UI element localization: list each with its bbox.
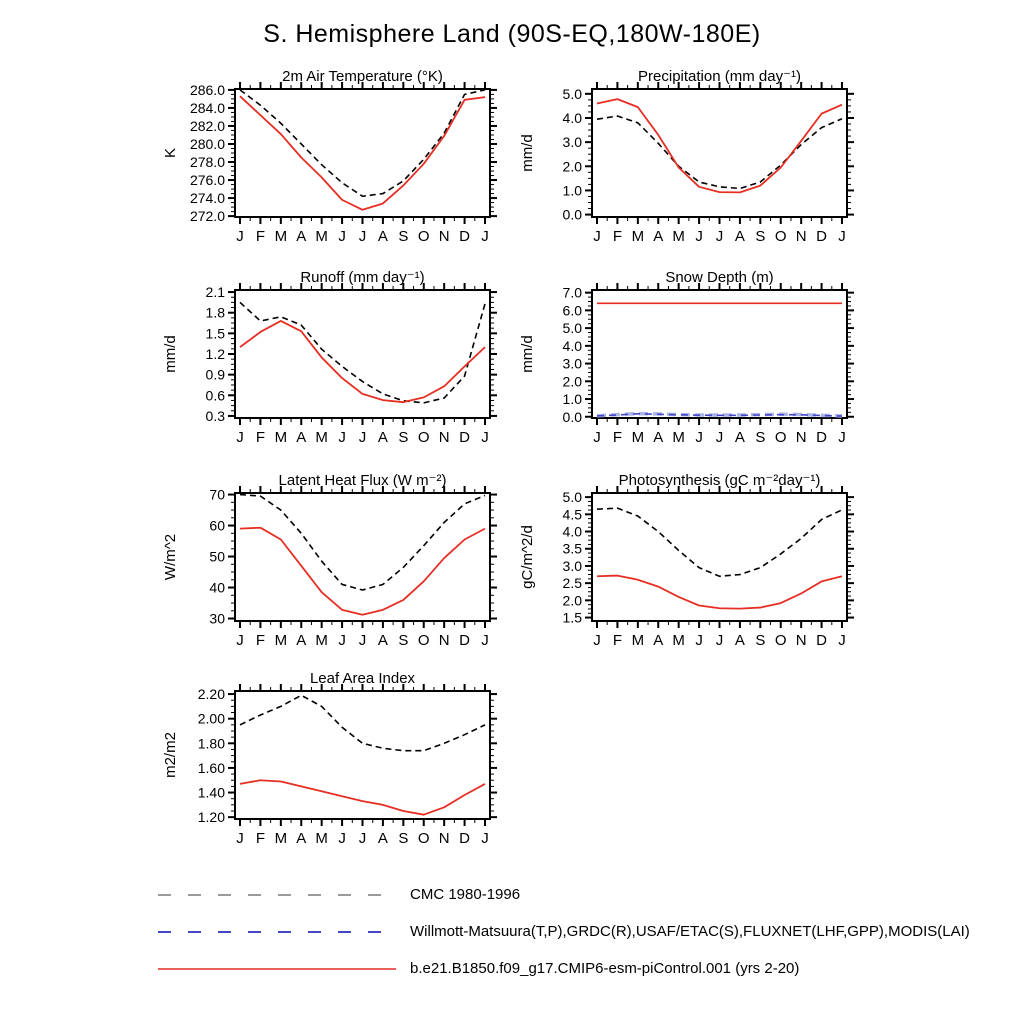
x-tick-label: J	[593, 228, 601, 245]
x-tick-label: F	[255, 429, 266, 446]
x-tick-label: F	[255, 830, 266, 847]
x-tick-label: J	[715, 429, 724, 446]
y-tick-label: 278.0	[189, 154, 225, 171]
x-tick-label: M	[315, 228, 328, 245]
x-tick-label: M	[672, 632, 685, 649]
x-tick-label: J	[338, 228, 346, 245]
x-tick-label: M	[631, 429, 645, 446]
x-tick-label: J	[695, 632, 703, 649]
series-line-model	[597, 99, 842, 192]
x-tick-label: M	[274, 632, 288, 649]
y-tick-label: 60	[209, 517, 225, 534]
x-tick-label: A	[296, 830, 307, 847]
series-line-model	[597, 576, 842, 609]
x-tick-label: J	[338, 830, 346, 847]
y-axis-label: W/m^2	[162, 533, 179, 581]
chart-leaf-area-index	[155, 669, 505, 879]
chart-title: Precipitation (mm day⁻¹)	[638, 68, 801, 85]
legend-item	[158, 950, 970, 987]
x-tick-label: J	[481, 632, 489, 649]
y-tick-label: 4.5	[562, 506, 582, 523]
x-tick-label: N	[438, 429, 450, 446]
x-tick-label: J	[358, 830, 367, 847]
x-tick-label: N	[795, 632, 807, 649]
x-tick-label: S	[398, 632, 409, 649]
x-tick-label: A	[377, 429, 388, 446]
air-temperature-plot	[155, 67, 505, 277]
x-tick-label: J	[358, 429, 367, 446]
x-tick-label: A	[296, 228, 307, 245]
x-tick-label: M	[315, 830, 328, 847]
x-tick-label: O	[774, 228, 787, 245]
x-tick-label: S	[398, 228, 409, 245]
y-tick-label: 0.9	[205, 366, 225, 383]
y-tick-label: 0.6	[205, 387, 225, 404]
y-tick-label: 1.0	[562, 182, 582, 199]
y-tick-label: 7.0	[562, 284, 582, 301]
y-tick-label: 5.0	[562, 85, 582, 102]
x-tick-label: M	[672, 429, 685, 446]
y-tick-label: 1.8	[205, 304, 225, 321]
page-title: S. Hemisphere Land (90S-EQ,180W-180E)	[263, 20, 761, 48]
x-tick-label: M	[274, 429, 288, 446]
y-axis-label: gC/m^2/d	[519, 525, 536, 589]
obs-dashed-line-sample	[158, 922, 396, 942]
x-tick-label: J	[715, 228, 724, 245]
y-tick-label: 1.5	[562, 609, 582, 626]
chart-air-temperature	[155, 67, 505, 277]
x-tick-label: J	[358, 632, 367, 649]
x-tick-label: M	[631, 228, 645, 245]
plot-frame	[592, 493, 847, 621]
y-tick-label: 30	[209, 610, 225, 627]
x-tick-label: M	[315, 429, 328, 446]
x-tick-label: O	[417, 632, 430, 649]
x-tick-label: J	[838, 429, 846, 446]
chart-snow-depth	[512, 268, 862, 478]
legend-item	[158, 876, 970, 913]
x-tick-label: M	[672, 228, 685, 245]
series-line-cmc	[240, 90, 485, 196]
series-line-model	[240, 321, 485, 402]
y-tick-label: 1.0	[562, 391, 582, 408]
y-tick-label: 2.0	[562, 373, 582, 390]
chart-title: Leaf Area Index	[309, 670, 416, 687]
cmc-dashed-line-sample	[158, 885, 396, 905]
series-line-cmc	[240, 695, 485, 750]
chart-title: Latent Heat Flux (W m⁻²)	[278, 472, 447, 489]
x-tick-label: A	[734, 632, 745, 649]
x-tick-label: J	[838, 632, 846, 649]
series-line-cmc	[240, 495, 485, 590]
y-tick-label: 1.40	[197, 784, 225, 801]
x-tick-label: N	[795, 228, 807, 245]
y-tick-label: 6.0	[562, 302, 582, 319]
x-tick-label: D	[459, 632, 471, 649]
x-tick-label: J	[481, 228, 489, 245]
x-tick-label: J	[338, 632, 346, 649]
y-tick-label: 284.0	[189, 99, 225, 116]
x-tick-label: D	[459, 228, 471, 245]
latent-heat-flux-plot	[155, 471, 505, 681]
y-tick-label: 1.60	[197, 759, 225, 776]
chart-title: 2m Air Temperature (°K)	[282, 68, 443, 85]
x-tick-label: A	[377, 830, 388, 847]
x-tick-label: J	[695, 429, 703, 446]
y-tick-label: 50	[209, 548, 225, 565]
x-tick-label: A	[653, 632, 664, 649]
x-tick-label: M	[315, 632, 328, 649]
y-tick-label: 276.0	[189, 172, 225, 189]
x-tick-label: J	[236, 429, 244, 446]
plot-frame	[592, 89, 847, 217]
y-tick-label: 3.0	[562, 134, 582, 151]
y-tick-label: 3.0	[562, 557, 582, 574]
chart-photosynthesis	[512, 471, 862, 681]
x-tick-label: F	[612, 429, 623, 446]
x-tick-label: F	[612, 632, 623, 649]
x-tick-label: A	[377, 632, 388, 649]
y-tick-label: 272.0	[189, 208, 225, 225]
x-tick-label: J	[838, 228, 846, 245]
x-tick-label: O	[774, 632, 787, 649]
y-tick-label: 70	[209, 486, 225, 503]
x-tick-label: M	[274, 228, 288, 245]
y-tick-label: 4.0	[562, 523, 582, 540]
y-tick-label: 40	[209, 579, 225, 596]
y-tick-label: 0.0	[562, 408, 582, 425]
y-tick-label: 280.0	[189, 135, 225, 152]
y-tick-label: 1.80	[197, 735, 225, 752]
x-tick-label: N	[795, 429, 807, 446]
y-tick-label: 5.0	[562, 489, 582, 506]
series-line-cmc	[597, 508, 842, 576]
x-tick-label: J	[481, 429, 489, 446]
y-tick-label: 4.0	[562, 109, 582, 126]
chart-runoff	[155, 268, 505, 478]
x-tick-label: O	[774, 429, 787, 446]
y-tick-label: 2.00	[197, 710, 225, 727]
plot-frame	[235, 290, 490, 418]
y-tick-label: 0.0	[562, 206, 582, 223]
x-tick-label: M	[631, 632, 645, 649]
plot-frame	[235, 691, 490, 819]
y-axis-label: mm/d	[519, 134, 536, 172]
legend-item	[158, 913, 970, 950]
x-tick-label: A	[734, 429, 745, 446]
x-tick-label: F	[255, 632, 266, 649]
x-tick-label: A	[653, 429, 664, 446]
x-tick-label: D	[459, 830, 471, 847]
x-tick-label: A	[734, 228, 745, 245]
chart-title: Photosynthesis (gC m⁻²day⁻¹)	[618, 472, 821, 489]
x-tick-label: J	[593, 632, 601, 649]
x-tick-label: J	[695, 228, 703, 245]
runoff-plot	[155, 268, 505, 478]
precipitation-plot	[512, 67, 862, 277]
chart-precipitation	[512, 67, 862, 277]
y-tick-label: 3.0	[562, 355, 582, 372]
x-tick-label: M	[274, 830, 288, 847]
y-axis-label: mm/d	[519, 335, 536, 373]
leaf-area-index-plot	[155, 669, 505, 879]
x-tick-label: N	[438, 228, 450, 245]
y-tick-label: 282.0	[189, 117, 225, 134]
legend	[158, 876, 970, 987]
y-tick-label: 2.0	[562, 158, 582, 175]
y-tick-label: 286.0	[189, 81, 225, 98]
x-tick-label: N	[438, 830, 450, 847]
legend-label-cmc: CMC 1980-1996	[410, 886, 521, 903]
series-line-model	[240, 780, 485, 814]
x-tick-label: O	[417, 429, 430, 446]
x-tick-label: D	[816, 632, 828, 649]
chart-title: Runoff (mm day⁻¹)	[300, 269, 425, 286]
y-tick-label: 2.20	[197, 686, 225, 703]
x-tick-label: S	[755, 632, 766, 649]
legend-label-model: b.e21.B1850.f09_g17.CMIP6-esm-piControl.001 (yrs 2-20)	[410, 960, 800, 977]
x-tick-label: A	[653, 228, 664, 245]
x-tick-label: O	[417, 228, 430, 245]
x-tick-label: S	[398, 429, 409, 446]
x-tick-label: J	[358, 228, 367, 245]
x-tick-label: D	[459, 429, 471, 446]
y-tick-label: 2.5	[562, 575, 582, 592]
model-solid-line-sample	[158, 959, 396, 979]
y-tick-label: 2.1	[205, 284, 225, 301]
x-tick-label: J	[715, 632, 724, 649]
chart-latent-heat-flux	[155, 471, 505, 681]
y-tick-label: 4.0	[562, 337, 582, 354]
y-tick-label: 3.5	[562, 540, 582, 557]
chart-title: Snow Depth (m)	[665, 269, 774, 286]
snow-depth-plot	[512, 268, 862, 478]
y-tick-label: 1.5	[205, 325, 225, 342]
x-tick-label: S	[398, 830, 409, 847]
x-tick-label: F	[255, 228, 266, 245]
x-tick-label: S	[755, 228, 766, 245]
x-tick-label: J	[593, 429, 601, 446]
x-tick-label: S	[755, 429, 766, 446]
x-tick-label: D	[816, 429, 828, 446]
x-tick-label: J	[236, 632, 244, 649]
x-tick-label: J	[481, 830, 489, 847]
x-tick-label: A	[296, 632, 307, 649]
x-tick-label: A	[296, 429, 307, 446]
series-line-cmc	[597, 116, 842, 188]
y-tick-label: 5.0	[562, 320, 582, 337]
plot-frame	[235, 89, 490, 217]
y-tick-label: 2.0	[562, 592, 582, 609]
x-tick-label: J	[236, 228, 244, 245]
y-tick-label: 274.0	[189, 190, 225, 207]
x-tick-label: D	[816, 228, 828, 245]
x-tick-label: O	[417, 830, 430, 847]
x-tick-label: F	[612, 228, 623, 245]
x-tick-label: J	[236, 830, 244, 847]
series-line-cmc	[240, 302, 485, 402]
y-tick-label: 1.20	[197, 809, 225, 826]
series-line-model	[240, 96, 485, 210]
x-tick-label: A	[377, 228, 388, 245]
plot-frame	[235, 493, 490, 621]
x-tick-label: N	[438, 632, 450, 649]
y-axis-label: m2/m2	[162, 732, 179, 778]
y-axis-label: mm/d	[162, 335, 179, 373]
y-tick-label: 1.2	[205, 346, 225, 362]
y-axis-label: K	[162, 147, 179, 159]
legend-label-obs: Willmott-Matsuura(T,P),GRDC(R),USAF/ETAC(S),FLUXNET(LHF,GPP),MODIS(LAI)	[410, 923, 970, 940]
plot-frame	[592, 290, 847, 418]
x-tick-label: J	[338, 429, 346, 446]
series-line-model	[240, 528, 485, 615]
photosynthesis-plot	[512, 471, 862, 681]
y-tick-label: 0.3	[205, 407, 225, 424]
